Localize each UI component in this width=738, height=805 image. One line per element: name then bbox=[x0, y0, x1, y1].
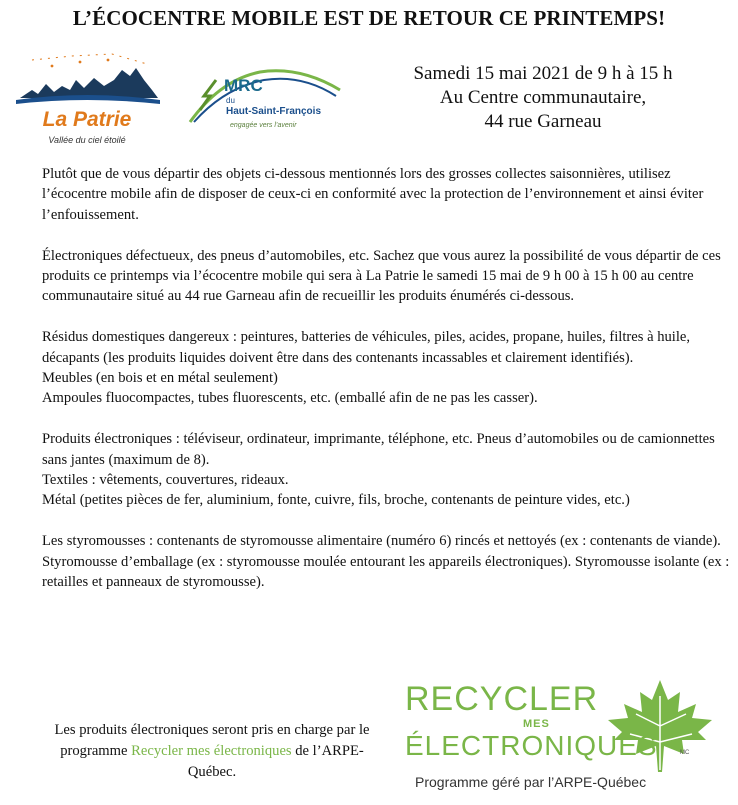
la-patrie-tagline: Vallée du ciel étoilé bbox=[48, 135, 126, 145]
recycler-line3: ÉLECTRONIQUES bbox=[405, 730, 658, 761]
list-item: Produits électroniques : téléviseur, ordinateur, imprimante, téléphone, etc. Pneus d’automobiles ou de camionnettes sans jantes (maximum de 8). bbox=[42, 431, 715, 468]
recycler-managed-by: Programme géré par l’ARPE-Québec bbox=[415, 774, 647, 790]
footer-note bbox=[42, 720, 382, 783]
recycler-logo bbox=[405, 680, 715, 798]
event-info bbox=[378, 62, 708, 134]
styro-paragraph: Les styromousses : contenants de styromousse alimentaire (numéro 6) rincés et nettoyés (ex : contenants de viande). Styromousse d’emballage (ex : styromousse moulée entourant les appareils électroniques). Styromousse isolante (ex : retailles et panneaux de styromousse). bbox=[42, 533, 730, 591]
intro-paragraph: Plutôt que de vous départir des objets ci-dessous mentionnés lors des grosses collectes saisonnières, utilisez l’écocentre mobile afin de disposer de ceux-ci en conformité avec la protection de l’environnement et ainsi éviter l’enfouissement. bbox=[42, 166, 704, 223]
la-patrie-logo bbox=[12, 50, 162, 150]
list-item: Résidus domestiques dangereux : peintures, batteries de véhicules, piles, acides, propane, huiles, filtres à huile, décapants (les produits liquides doivent être dans des contenants incassables et clairement identifiés). bbox=[42, 329, 691, 366]
list-item: Meubles (en bois et en métal seulement) bbox=[42, 370, 278, 387]
footer-after: de l’ARPE-Québec. bbox=[187, 743, 364, 780]
list-item: Ampoules fluocompactes, tubes fluorescents, etc. (emballé afin de ne pas les casser). bbox=[42, 390, 538, 407]
mrc-abbreviation: MRC bbox=[224, 76, 263, 95]
mrc-sub: du bbox=[226, 96, 235, 105]
event-date: Samedi 15 mai 2021 de 9 h à 15 h bbox=[413, 63, 673, 84]
recycler-link[interactable]: Recycler mes électroniques bbox=[131, 743, 292, 759]
body-text bbox=[42, 164, 732, 613]
mrc-logo bbox=[180, 60, 350, 135]
recycler-mark: MC bbox=[680, 750, 690, 756]
la-patrie-name: La Patrie bbox=[42, 108, 132, 131]
page-title: L’ÉCOCENTRE MOBILE EST DE RETOUR CE PRINTEMPS! bbox=[72, 6, 666, 30]
list-item: Textiles : vêtements, couvertures, rideaux. bbox=[42, 472, 289, 489]
mrc-name: Haut-Saint-François bbox=[226, 106, 322, 117]
footer-before: Les produits électroniques seront pris en charge par le programme bbox=[54, 722, 370, 759]
details-paragraph: Électroniques défectueux, des pneus d’automobiles, etc. Sachez que vous aurez la possibilité de vous départir de ces produits ce printemps via l’écocentre mobile qui sera à La Patrie le samedi 15 mai de 9 h 00 à 15 h 00 au centre communautaire situé au 44 rue Garneau afin de recueillir les produits énumérés ci-dessous. bbox=[42, 247, 721, 305]
list-item: Métal (petites pièces de fer, aluminium, fonte, cuivre, fils, broche, contenants de peinture vides, etc.) bbox=[42, 492, 630, 509]
event-place: Au Centre communautaire, bbox=[439, 87, 647, 108]
mrc-tagline: engagée vers l’avenir bbox=[230, 122, 297, 129]
la-patrie-landscape-icon bbox=[12, 50, 162, 110]
recycler-line2: MES bbox=[523, 718, 550, 730]
recycler-line1: RECYCLER bbox=[405, 680, 599, 718]
event-address: 44 rue Garneau bbox=[484, 111, 602, 132]
